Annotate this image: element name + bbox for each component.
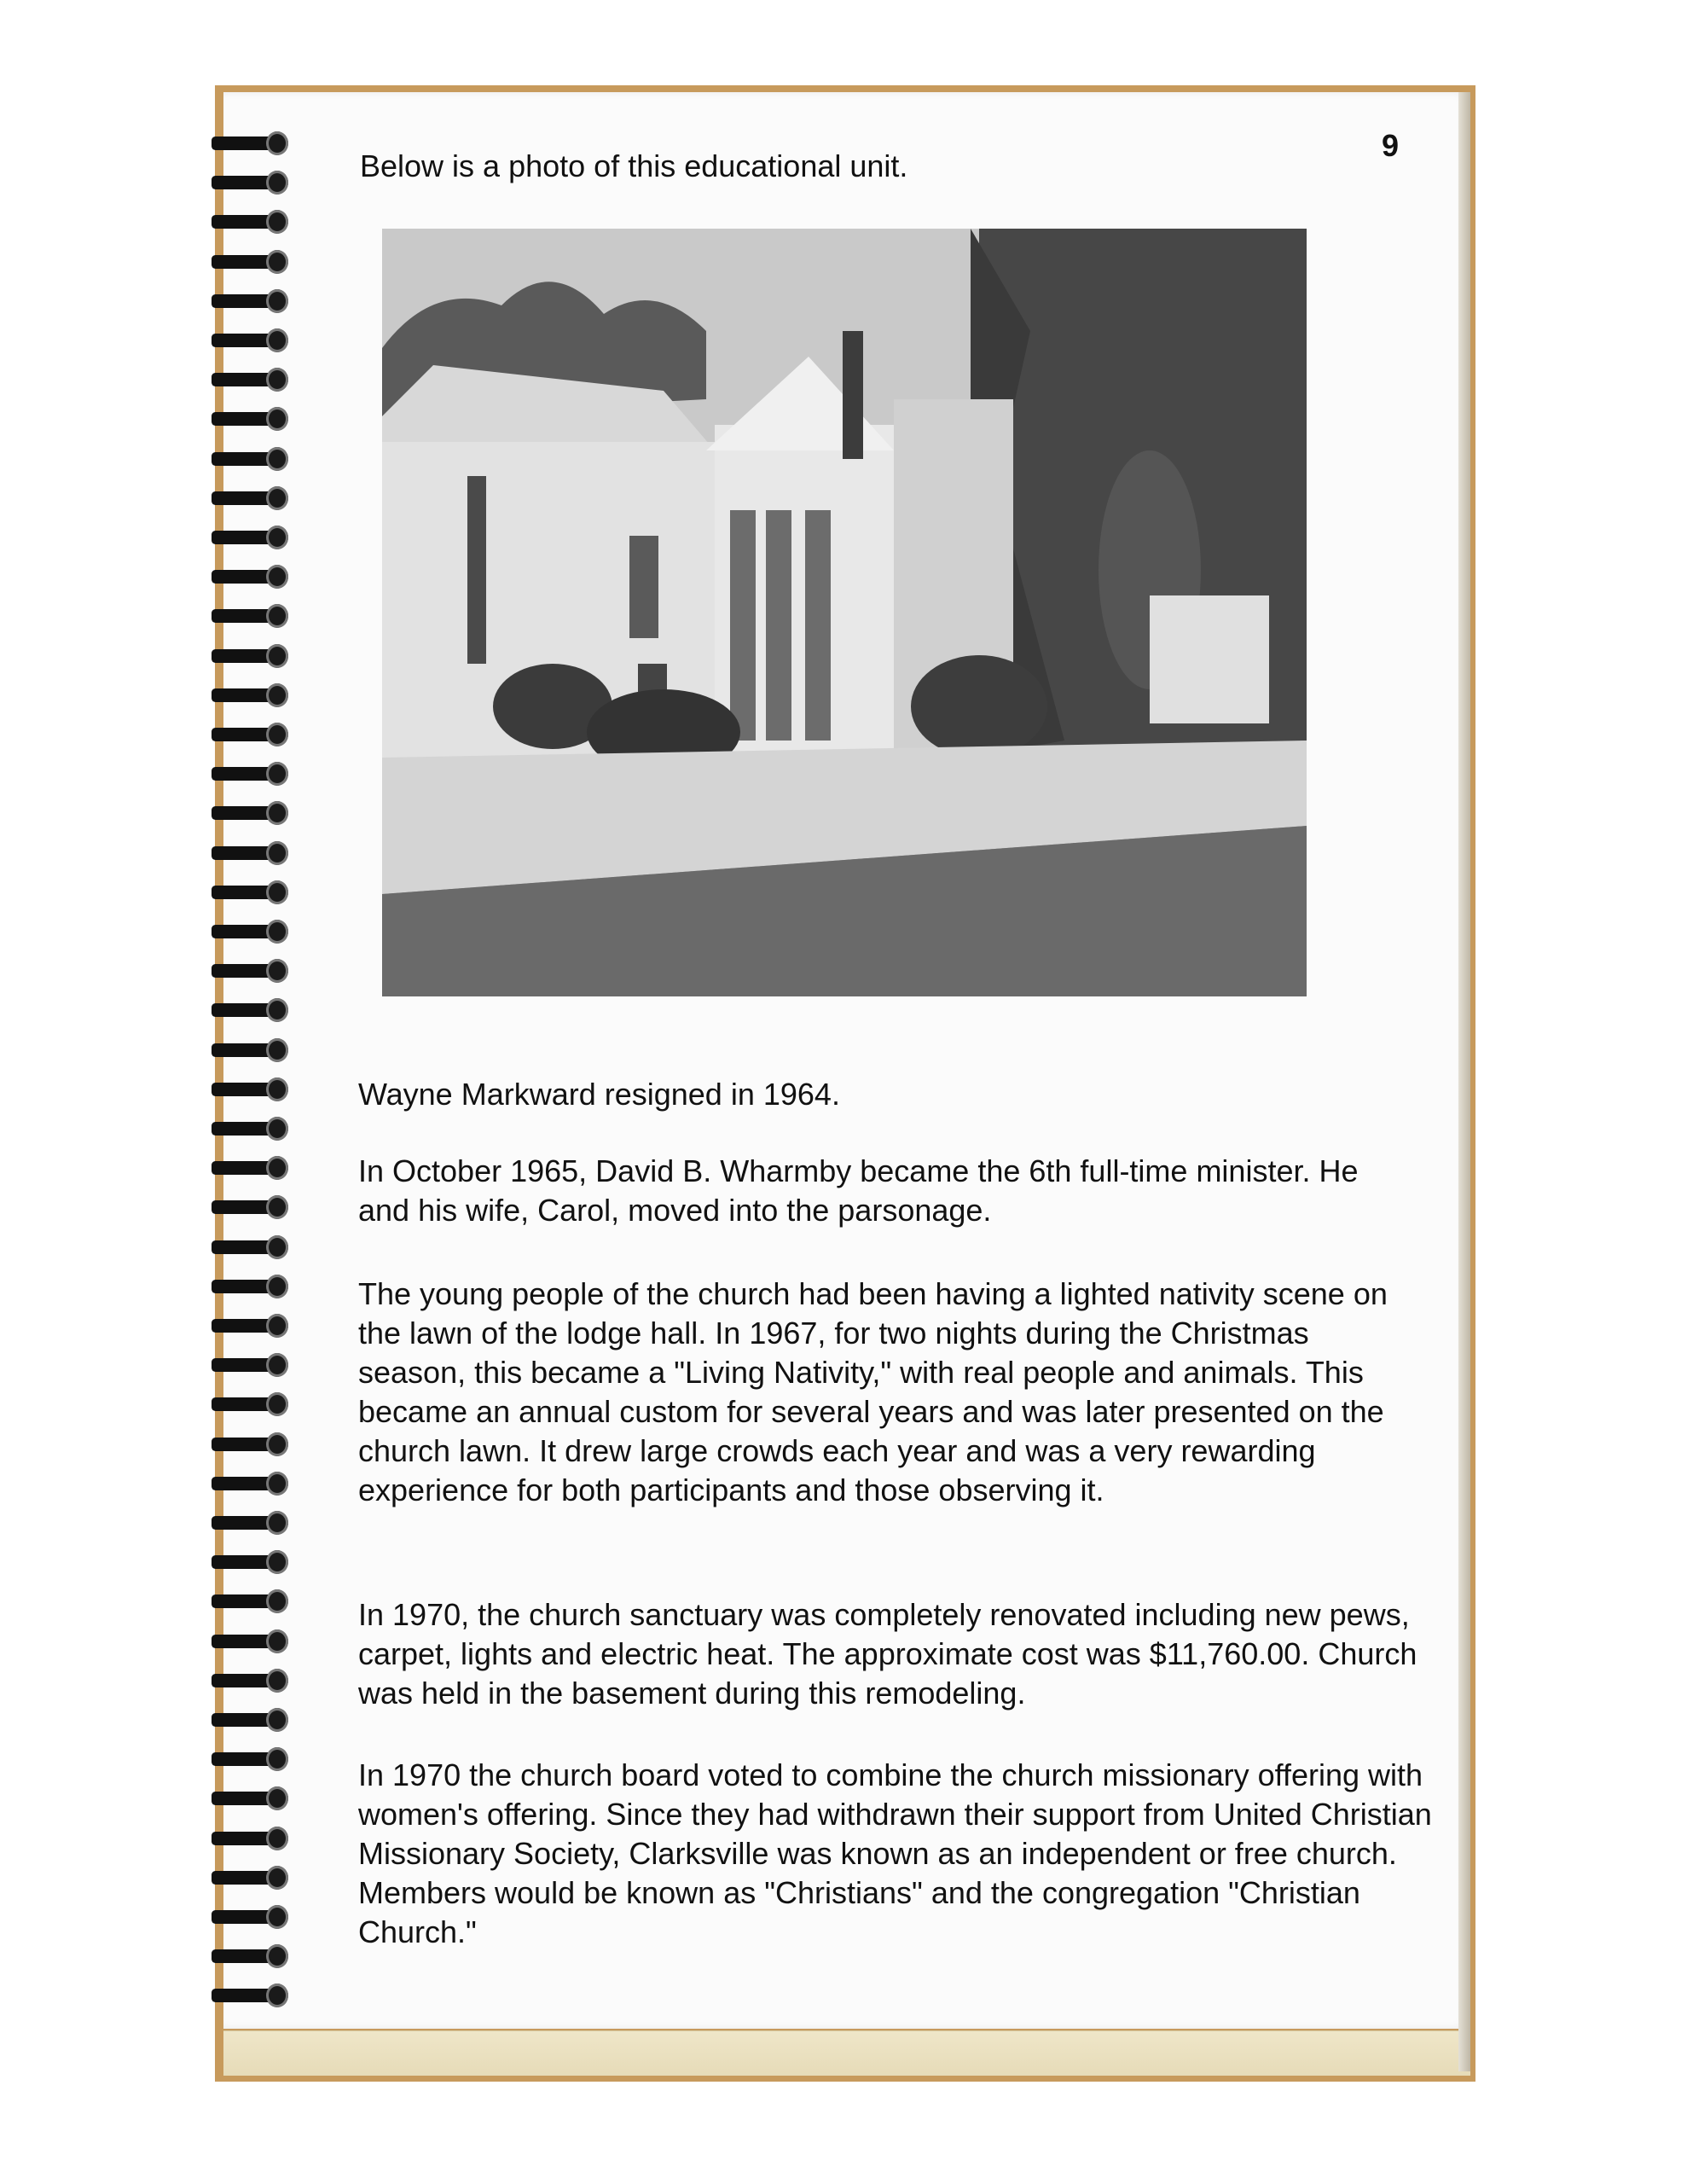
spiral-coil — [212, 1586, 293, 1615]
spiral-coil — [212, 286, 293, 315]
spiral-coil — [212, 838, 293, 867]
spiral-coil — [212, 522, 293, 551]
spiral-coil — [212, 1547, 293, 1576]
spiral-coil — [212, 916, 293, 945]
church-photo — [382, 229, 1307, 996]
spiral-coil — [212, 206, 293, 235]
spiral-coil — [212, 956, 293, 985]
spiral-coil — [212, 1429, 293, 1458]
paragraph-renovation: In 1970, the church sanctuary was completely renovated including new pews, carpet, lights and electric heat. The approximate cost was $11,760.00. Church was held in the basement during this remodeling. — [358, 1597, 1417, 1711]
spiral-coil — [212, 995, 293, 1024]
spiral-coil — [212, 719, 293, 748]
spiral-coil — [212, 483, 293, 512]
photo-intro: Below is a photo of this educational unit. — [360, 148, 908, 183]
spiral-coil — [212, 247, 293, 276]
spiral-coil — [212, 1980, 293, 2009]
spiral-coil — [212, 1389, 293, 1418]
church-photo-image — [382, 229, 1307, 996]
spiral-coil — [212, 1507, 293, 1536]
spiral-coil — [212, 680, 293, 709]
spiral-coil — [212, 1153, 293, 1182]
spiral-coil — [212, 758, 293, 787]
spiral-coil — [212, 1783, 293, 1812]
spiral-coil — [212, 1113, 293, 1142]
page-stack-edge — [223, 2030, 1470, 2076]
paragraph-wharmby: In October 1965, David B. Wharmby became the 6th full-time minister. He and his wife, Carol, moved into the parsonage. — [358, 1153, 1359, 1228]
paragraph-markward: Wayne Markward resigned in 1964. — [358, 1077, 840, 1112]
spiral-coil — [212, 1823, 293, 1852]
page-number: 9 — [1382, 128, 1400, 163]
spiral-coil — [212, 1705, 293, 1734]
spiral-coil — [212, 1035, 293, 1064]
paragraph-missionary: In 1970 the church board voted to combine the church missionary offering with women's offering. Since they had withdrawn their support from United Christian Missionary Society, Clarksville was known as an independent or free church. Members would be known as "Christians" and the congregation "Christian Church." — [358, 1757, 1432, 1949]
spiral-coil — [212, 128, 293, 157]
spiral-coil — [212, 1271, 293, 1300]
spiral-coil — [212, 1941, 293, 1970]
page-right-edge — [1458, 92, 1470, 2071]
spiral-coil — [212, 1665, 293, 1694]
spiral-coil — [212, 167, 293, 196]
spiral-coil — [212, 1902, 293, 1931]
spiral-coil — [212, 561, 293, 590]
spiral-coil — [212, 1310, 293, 1339]
spiral-coil — [212, 641, 293, 670]
spiral-coil — [212, 364, 293, 393]
spiral-coil — [212, 325, 293, 354]
spiral-coil — [212, 877, 293, 906]
spiral-coil — [212, 1350, 293, 1379]
spiral-coil — [212, 601, 293, 630]
spiral-coil — [212, 1232, 293, 1261]
spiral-coil — [212, 1192, 293, 1221]
spiral-coil — [212, 1744, 293, 1773]
spiral-coil — [212, 798, 293, 827]
spiral-coil — [212, 1626, 293, 1655]
spiral-coil — [212, 1862, 293, 1891]
spiral-coil — [212, 1468, 293, 1497]
paragraph-nativity: The young people of the church had been having a lighted nativity scene on the lawn of the lodge hall. In 1967, for two nights during the Christmas season, this became a "Living Nativity," with real people and animals. This became an annual custom for several years and was later presented on the church lawn. It drew large crowds each year and was a very rewarding experience for both participants and those observing it. — [358, 1276, 1388, 1507]
spiral-binding — [212, 128, 305, 2039]
spiral-coil — [212, 1074, 293, 1103]
spiral-coil — [212, 404, 293, 433]
spiral-coil — [212, 444, 293, 473]
